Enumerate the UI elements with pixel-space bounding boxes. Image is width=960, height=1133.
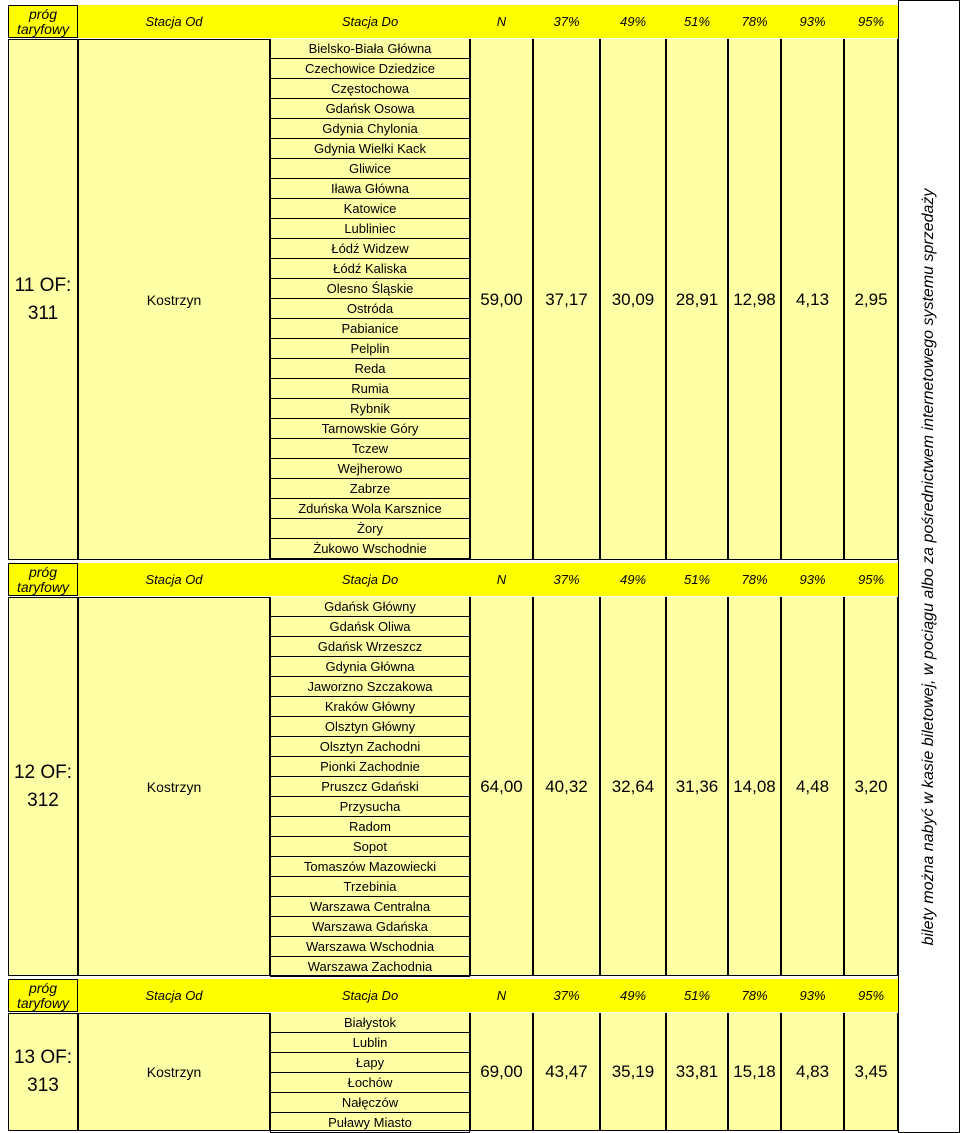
destination-station: Reda bbox=[270, 359, 470, 379]
destination-station: Gdańsk Oliwa bbox=[270, 617, 470, 637]
destination-station: Pionki Zachodnie bbox=[270, 757, 470, 777]
destination-station: Lubliniec bbox=[270, 219, 470, 239]
destination-station: Tczew bbox=[270, 439, 470, 459]
destination-station: Łapy bbox=[270, 1053, 470, 1073]
destination-station: Pelplin bbox=[270, 339, 470, 359]
destination-station: Bielsko-Biała Główna bbox=[270, 39, 470, 59]
destination-station: Czechowice Dziedzice bbox=[270, 59, 470, 79]
header-col: 95% bbox=[857, 572, 885, 587]
header-tier-label bbox=[8, 563, 78, 596]
price-value: 3,45 bbox=[854, 1062, 888, 1081]
price-value: 28,91 bbox=[675, 289, 719, 309]
price-value: 4,13 bbox=[795, 289, 830, 309]
destination-station: Puławy Miasto bbox=[270, 1113, 470, 1133]
destination-station: Łódź Kaliska bbox=[270, 259, 470, 279]
header-col: 78% bbox=[741, 14, 768, 29]
destination-station: Gliwice bbox=[270, 159, 470, 179]
destination-station: Częstochowa bbox=[270, 79, 470, 99]
destination-station: Lublin bbox=[270, 1033, 470, 1053]
header-col: 37% bbox=[553, 14, 580, 29]
header-col: 49% bbox=[619, 572, 647, 587]
price-value: 12,98 bbox=[733, 289, 776, 309]
price-value: 40,32 bbox=[545, 776, 588, 796]
tier-name: 12 OF: bbox=[13, 761, 73, 783]
header-col: 93% bbox=[799, 988, 826, 1003]
destination-station: Trzebinia bbox=[270, 877, 470, 897]
tier-label-line2: taryfowy bbox=[16, 20, 70, 37]
price-value: 33,81 bbox=[675, 1062, 719, 1081]
price-value: 64,00 bbox=[480, 776, 523, 796]
header-from: Stacja Od bbox=[145, 988, 203, 1003]
destination-station: Iława Główna bbox=[270, 179, 470, 199]
price-value: 35,19 bbox=[611, 1062, 655, 1081]
destination-station: Gdynia Główna bbox=[270, 657, 470, 677]
header-tier-label bbox=[8, 979, 78, 1012]
header-col: 51% bbox=[683, 988, 711, 1003]
destination-station: Gdańsk Osowa bbox=[270, 99, 470, 119]
header-col: 37% bbox=[553, 988, 580, 1003]
price-value: 30,09 bbox=[611, 289, 655, 309]
price-value: 4,83 bbox=[795, 1062, 830, 1081]
header-col: N bbox=[496, 14, 507, 29]
tier-label-line1: próg bbox=[28, 979, 58, 996]
tier-name: 13 OF: bbox=[13, 1047, 73, 1068]
destination-station: Rumia bbox=[270, 379, 470, 399]
header-col: 78% bbox=[741, 988, 768, 1003]
destination-station: Żory bbox=[270, 519, 470, 539]
price-value: 14,08 bbox=[733, 776, 776, 796]
header-col: N bbox=[496, 988, 507, 1003]
header-to: Stacja Do bbox=[341, 988, 399, 1003]
header-col: 51% bbox=[683, 14, 711, 29]
destination-station: Zduńska Wola Karsznice bbox=[270, 499, 470, 519]
destination-station: Łódź Widzew bbox=[270, 239, 470, 259]
destination-station: Gdańsk Wrzeszcz bbox=[270, 637, 470, 657]
tier-name: 11 OF: bbox=[14, 274, 72, 296]
tier-cell bbox=[8, 597, 78, 976]
destination-station: Warszawa Gdańska bbox=[270, 917, 470, 937]
header-to: Stacja Do bbox=[341, 14, 399, 29]
destination-station: Łochów bbox=[270, 1073, 470, 1093]
side-note: bilety można nabyć w kasie biletowej, w pociągu albo za pośrednictwem internetowego systemu sprzedaży bbox=[920, 188, 937, 945]
tier-code: 313 bbox=[27, 1075, 59, 1096]
tier-code: 312 bbox=[27, 789, 59, 811]
price-value: 37,17 bbox=[545, 289, 588, 309]
side-note-panel bbox=[898, 0, 960, 1133]
destination-station: Warszawa Centralna bbox=[270, 897, 470, 917]
header-col: 93% bbox=[799, 572, 826, 587]
destination-station: Przysucha bbox=[270, 797, 470, 817]
origin-station: Kostrzyn bbox=[78, 1013, 270, 1131]
header-col: 37% bbox=[553, 572, 580, 587]
header-col: 49% bbox=[619, 14, 647, 29]
header-from: Stacja Od bbox=[145, 572, 203, 587]
price-value: 4,48 bbox=[795, 776, 830, 796]
destination-station: Sopot bbox=[270, 837, 470, 857]
destination-station: Pruszcz Gdański bbox=[270, 777, 470, 797]
header-tier-label bbox=[8, 5, 78, 38]
origin-station: Kostrzyn bbox=[78, 597, 270, 976]
header-to: Stacja Do bbox=[341, 572, 399, 587]
price-value: 3,20 bbox=[854, 776, 888, 796]
destination-station: Gdynia Wielki Kack bbox=[270, 139, 470, 159]
price-value: 31,36 bbox=[675, 776, 719, 796]
price-value: 69,00 bbox=[480, 1062, 523, 1081]
header-col: 95% bbox=[857, 988, 885, 1003]
destination-station: Jaworzno Szczakowa bbox=[270, 677, 470, 697]
origin-station: Kostrzyn bbox=[78, 39, 270, 560]
tier-label-line2: taryfowy bbox=[16, 994, 70, 1011]
destination-station: Olsztyn Główny bbox=[270, 717, 470, 737]
header-col: 93% bbox=[799, 14, 826, 29]
destination-station: Warszawa Wschodnia bbox=[270, 937, 470, 957]
destination-station: Kraków Główny bbox=[270, 697, 470, 717]
tier-code: 311 bbox=[27, 302, 59, 324]
destination-station: Warszawa Zachodnia bbox=[270, 957, 470, 977]
destination-station: Tomaszów Mazowiecki bbox=[270, 857, 470, 877]
destination-station: Katowice bbox=[270, 199, 470, 219]
destination-station: Gdańsk Główny bbox=[270, 597, 470, 617]
header-col: 95% bbox=[857, 14, 885, 29]
price-value: 59,00 bbox=[480, 289, 523, 309]
destination-station: Olsztyn Zachodni bbox=[270, 737, 470, 757]
tier-label-line1: próg bbox=[28, 563, 58, 580]
destination-station: Olesno Śląskie bbox=[270, 279, 470, 299]
price-value: 15,18 bbox=[733, 1062, 776, 1081]
destination-station: Tarnowskie Góry bbox=[270, 419, 470, 439]
price-value: 32,64 bbox=[611, 776, 655, 796]
header-col: 49% bbox=[619, 988, 647, 1003]
destination-station: Rybnik bbox=[270, 399, 470, 419]
tier-cell bbox=[8, 39, 78, 560]
tier-cell bbox=[8, 1013, 78, 1131]
header-col: 78% bbox=[741, 572, 768, 587]
destination-station: Wejherowo bbox=[270, 459, 470, 479]
destination-station: Żukowo Wschodnie bbox=[270, 539, 470, 559]
price-value: 2,95 bbox=[854, 289, 888, 309]
header-from: Stacja Od bbox=[145, 14, 203, 29]
tier-label-line2: taryfowy bbox=[16, 578, 70, 595]
destination-station: Gdynia Chylonia bbox=[270, 119, 470, 139]
tier-label-line1: próg bbox=[28, 5, 58, 22]
destination-station: Pabianice bbox=[270, 319, 470, 339]
destination-station: Radom bbox=[270, 817, 470, 837]
destination-station: Ostróda bbox=[270, 299, 470, 319]
destination-station: Zabrze bbox=[270, 479, 470, 499]
destination-station: Nałęczów bbox=[270, 1093, 470, 1113]
header-col: N bbox=[496, 572, 507, 587]
destination-station: Białystok bbox=[270, 1013, 470, 1033]
price-value: 43,47 bbox=[545, 1062, 588, 1081]
header-col: 51% bbox=[683, 572, 711, 587]
